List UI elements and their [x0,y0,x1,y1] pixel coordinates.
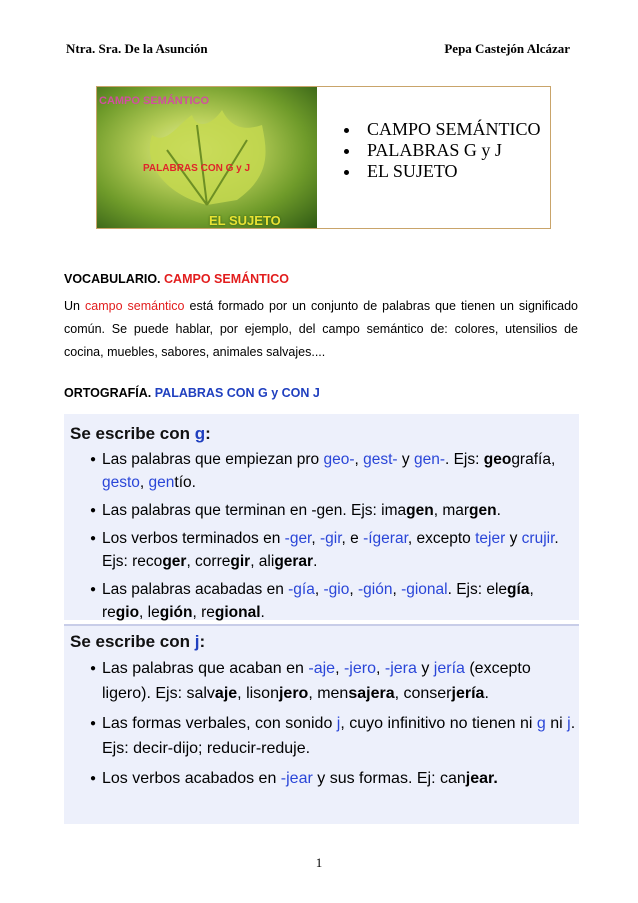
page-number: 1 [315,855,323,870]
rule-item: ● Las palabras que empiezan pro geo-, gest- y gen-. Ejs: geografía, gesto, gentío. [90,448,579,494]
leaves-image [97,87,317,228]
leaf-icon [137,105,277,215]
image-label-sujeto: EL SUJETO [209,213,281,228]
j-rules-box [64,624,579,824]
rule-item: ● Las palabras acabadas en -gía, -gio, -gión, -gional. Ejs: elegía, regio, legión, regional. [90,578,579,624]
rule-item: ● Los verbos terminados en -ger, -gir, e -ígerar, excepto tejer y crujir. Ejs: recoger, corregir, aligerar. [90,527,579,573]
vocabulario-paragraph [64,295,578,364]
image-label-palabras: PALABRAS CON G y J [143,163,251,174]
vocabulario-heading [64,272,289,286]
paragraph-text: Un [64,299,80,313]
rule-item: ● Los verbos acabados en -jear y sus formas. Ej: canjear. [90,766,579,791]
g-rules-box [64,414,579,620]
section-label: VOCABULARIO. [64,272,161,286]
topic-item: • CAMPO SEMÁNTICO [361,119,550,140]
section-title: CAMPO SEMÁNTICO [164,272,290,286]
image-label-campo: CAMPO SEMÁNTICO [99,95,209,107]
paragraph-text: está formado por un conjunto de palabras que tienen un significado común. Se puede hablar, por ejemplo, del campo semántico de: colores, utensilios de cocina, muebles, sabores, animales salvajes.... [64,299,578,359]
g-rules-title: Se escribe con g: [70,424,211,443]
section-title: PALABRAS CON G y CON J [154,386,320,400]
title-banner [96,86,551,229]
rule-item: ● Las palabras que terminan en -gen. Ejs: imagen, margen. [90,499,579,522]
rule-item: ● Las palabras que acaban en -aje, -jero, -jera y jería (excepto ligero). Ejs: salvaje, lisonjero, mensajera, conserjería. [90,656,579,706]
header-author: Pepa Castejón Alcázar [444,41,570,56]
j-rules-title: Se escribe con j: [70,632,206,651]
topic-item: • EL SUJETO [361,161,550,182]
rule-item: ● Las formas verbales, con sonido j, cuyo infinitivo no tienen ni g ni j. Ejs: decir-dijo; reducir-reduje. [90,711,579,761]
section-label: ORTOGRAFÍA. [64,386,152,400]
header-school: Ntra. Sra. De la Asunción [66,41,208,56]
ortografia-heading [64,386,320,400]
highlight-term: campo semántico [85,299,185,313]
topics-list [317,87,550,228]
topic-item: • PALABRAS G y J [361,140,550,161]
